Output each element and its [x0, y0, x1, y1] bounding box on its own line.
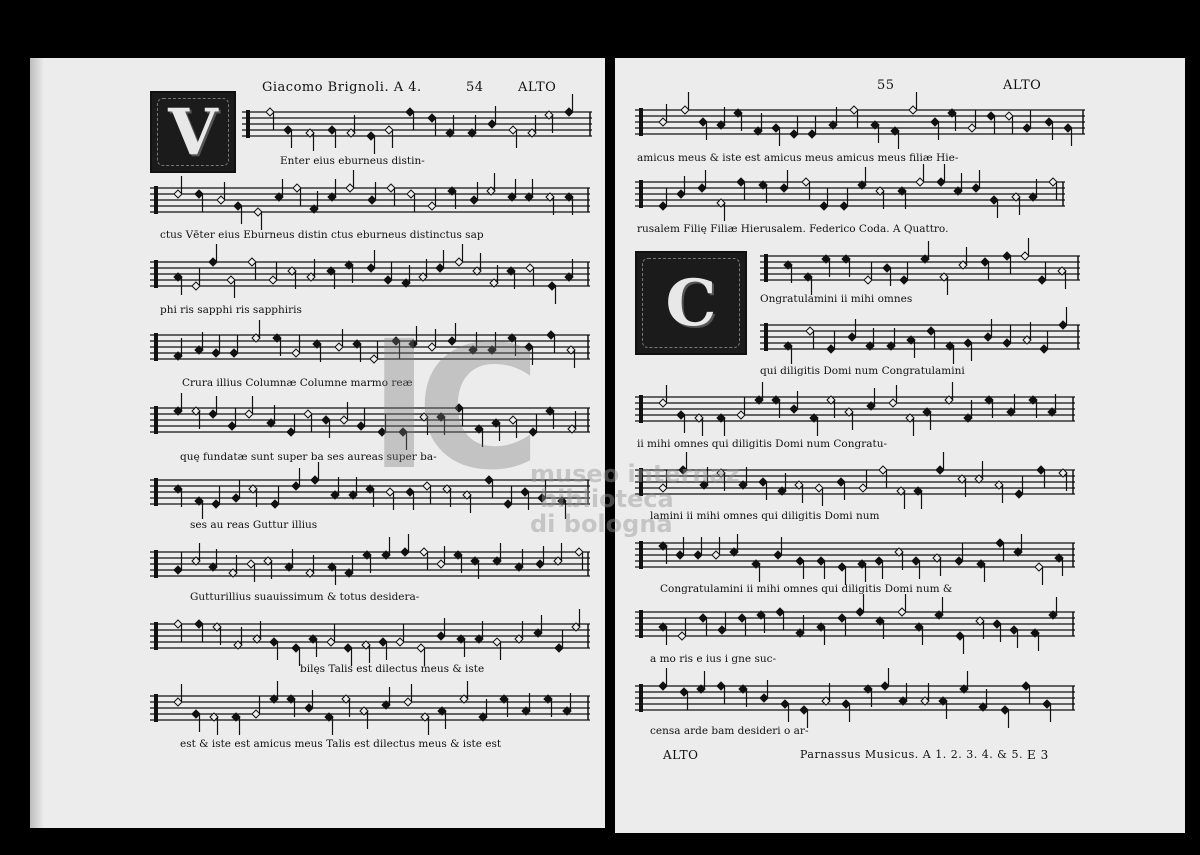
note-head — [677, 411, 685, 419]
note-head — [900, 276, 908, 284]
note-head — [964, 339, 972, 347]
note-head — [327, 638, 335, 646]
note-head — [293, 184, 301, 192]
note-head — [470, 196, 478, 204]
note-head — [776, 608, 784, 616]
note-head — [956, 632, 964, 640]
note-head — [898, 608, 906, 616]
note-head — [883, 264, 891, 272]
note-head — [972, 184, 980, 192]
note-head — [536, 560, 544, 568]
note-head — [174, 698, 182, 706]
note-head — [174, 620, 182, 628]
note-head — [1045, 118, 1053, 126]
music-staff — [150, 610, 590, 670]
note-head — [406, 488, 414, 496]
music-staff — [635, 529, 1075, 589]
note-head — [228, 422, 236, 430]
note-head — [248, 258, 256, 266]
note-head — [305, 704, 313, 712]
note-head — [344, 644, 352, 652]
footer-voice-label: ALTO — [663, 748, 699, 762]
lyric-line: Enter eius eburneus distin- — [280, 155, 425, 167]
note-head — [840, 202, 848, 210]
note-head — [737, 411, 745, 419]
note-head — [659, 399, 667, 407]
note-head — [392, 337, 400, 345]
note-head — [1015, 490, 1023, 498]
lyric-line: rusalem Filię Filiæ Hierusalem. Federico Coda. A Quattro. — [637, 223, 949, 235]
note-head — [346, 184, 354, 192]
note-head — [984, 333, 992, 341]
note-head — [311, 476, 319, 484]
note-head — [1043, 700, 1051, 708]
lyric-line: Congratulamini ii mihi omnes qui diligitis Domi num & — [660, 583, 953, 595]
note-head — [384, 276, 392, 284]
note-head — [504, 500, 512, 508]
note-head — [529, 428, 537, 436]
music-staff — [760, 242, 1080, 302]
note-head — [227, 276, 235, 284]
note-head — [407, 190, 415, 198]
music-staff — [150, 538, 590, 598]
note-head — [266, 108, 274, 116]
watermark-text: biblioteca — [540, 485, 674, 513]
note-head — [772, 124, 780, 132]
note-head — [848, 333, 856, 341]
note-head — [694, 551, 702, 559]
note-head — [174, 190, 182, 198]
note-head — [698, 184, 706, 192]
composer-header: Giacomo Brignoli. A 4. — [262, 80, 422, 95]
note-head — [284, 126, 292, 134]
note-head — [677, 190, 685, 198]
note-head — [936, 466, 944, 474]
page-number-right: 55 — [877, 78, 895, 93]
note-head — [790, 405, 798, 413]
note-head — [680, 688, 688, 696]
note-head — [488, 120, 496, 128]
lyric-line: quę fundatæ sunt super ba ses aureas super ba- — [180, 451, 437, 463]
note-head — [1001, 706, 1009, 714]
note-head — [1023, 124, 1031, 132]
note-head — [555, 644, 563, 652]
note-head — [879, 466, 887, 474]
note-head — [254, 208, 262, 216]
note-head — [1064, 124, 1072, 132]
note-head — [927, 327, 935, 335]
note-head — [864, 276, 872, 284]
note-head — [406, 108, 414, 116]
note-head — [493, 638, 501, 646]
note-head — [838, 563, 846, 571]
note-head — [396, 638, 404, 646]
note-head — [340, 416, 348, 424]
initial-letter: V — [168, 94, 218, 170]
note-head — [850, 106, 858, 114]
note-head — [379, 638, 387, 646]
note-head — [322, 416, 330, 424]
note-head — [681, 106, 689, 114]
music-staff — [150, 682, 590, 742]
note-head — [509, 416, 517, 424]
note-head — [875, 557, 883, 565]
note-head — [217, 196, 225, 204]
note-head — [428, 114, 436, 122]
note-head — [790, 130, 798, 138]
note-head — [548, 282, 556, 290]
note-head — [385, 126, 393, 134]
note-head — [760, 694, 768, 702]
lyric-line: est & iste est amicus meus Talis est dilectus meus & iste est — [180, 738, 502, 750]
note-head — [679, 466, 687, 474]
note-head — [485, 476, 493, 484]
note-head — [815, 484, 823, 492]
note-head — [436, 264, 444, 272]
note-head — [367, 132, 375, 140]
note-head — [881, 682, 889, 690]
music-staff — [150, 394, 590, 454]
note-head — [659, 118, 667, 126]
note-head — [245, 410, 253, 418]
note-head — [212, 500, 220, 508]
note-head — [678, 632, 686, 640]
note-head — [234, 202, 242, 210]
decorated-initial-v — [150, 91, 236, 173]
note-head — [270, 638, 278, 646]
footer-title: Parnassus Musicus. A 1. 2. 3. 4. & 5. — [800, 748, 1023, 761]
note-head — [856, 608, 864, 616]
note-head — [387, 184, 395, 192]
note-head — [990, 196, 998, 204]
note-head — [659, 484, 667, 492]
music-staff — [150, 174, 590, 234]
note-head — [820, 202, 828, 210]
music-staff — [150, 466, 590, 526]
note-head — [1003, 252, 1011, 260]
watermark-text: di bologna — [530, 510, 673, 538]
note-head — [699, 118, 707, 126]
music-staff — [150, 248, 590, 308]
note-head — [368, 196, 376, 204]
note-head — [796, 557, 804, 565]
note-head — [386, 488, 394, 496]
note-head — [521, 488, 529, 496]
music-staff — [635, 598, 1075, 658]
note-head — [993, 620, 1001, 628]
watermark-logo: lC — [370, 310, 530, 508]
note-head — [827, 345, 835, 353]
left-page — [30, 58, 605, 828]
note-head — [420, 548, 428, 556]
note-head — [292, 349, 300, 357]
note-head — [931, 118, 939, 126]
note-head — [428, 202, 436, 210]
note-head — [192, 710, 200, 718]
note-head — [842, 700, 850, 708]
note-head — [659, 202, 667, 210]
note-head — [192, 282, 200, 290]
note-head — [195, 620, 203, 628]
note-head — [859, 484, 867, 492]
note-head — [271, 500, 279, 508]
note-head — [659, 682, 667, 690]
note-head — [526, 264, 534, 272]
note-head — [448, 337, 456, 345]
note-head — [737, 178, 745, 186]
note-head — [437, 560, 445, 568]
music-staff — [150, 321, 590, 381]
note-head — [455, 404, 463, 412]
note-head — [1049, 178, 1057, 186]
note-head — [269, 276, 277, 284]
note-head — [676, 551, 684, 559]
note-head — [209, 258, 217, 266]
page-gutter-shadow — [30, 58, 44, 828]
note-head — [780, 184, 788, 192]
lyric-line: lamini ii mihi omnes qui diligitis Domi num — [650, 510, 880, 522]
lyric-line: ses au reas Guttur illius — [190, 519, 318, 531]
note-head — [328, 126, 336, 134]
right-page — [615, 58, 1185, 833]
lyric-line: ctus Vēter eius Eburneus distin ctus eburneus distinctus sap — [160, 229, 484, 241]
note-head — [838, 614, 846, 622]
page-number-left: 54 — [466, 80, 484, 95]
lyric-line: phi ris sapphi ris sapphiris — [160, 304, 302, 316]
note-head — [1038, 276, 1046, 284]
note-head — [1021, 252, 1029, 260]
lyric-line: amicus meus & iste est amicus meus amicus meus filiæ Hie- — [637, 152, 959, 164]
note-head — [404, 698, 412, 706]
note-head — [455, 258, 463, 266]
note-head — [423, 482, 431, 490]
note-head — [955, 557, 963, 565]
note-head — [292, 644, 300, 652]
note-head — [996, 539, 1004, 547]
note-head — [378, 428, 386, 436]
note-head — [800, 706, 808, 714]
note-head — [232, 494, 240, 502]
lyric-line: censa arde bam desideri o ar- — [650, 725, 809, 737]
note-head — [195, 190, 203, 198]
note-head — [1022, 682, 1030, 690]
note-head — [1005, 112, 1013, 120]
voice-label-right: ALTO — [1003, 78, 1042, 93]
note-head — [1040, 345, 1048, 353]
lyric-line: Crura illius Columnæ Columne marmo reæ — [182, 377, 413, 389]
lyric-line: Ongratulamini ii mihi omnes — [760, 293, 913, 305]
note-head — [538, 494, 546, 502]
note-head — [174, 566, 182, 574]
lyric-line: Gutturillius suauissimum & totus desidera- — [190, 591, 420, 603]
note-head — [287, 428, 295, 436]
note-head — [718, 626, 726, 634]
note-head — [1059, 321, 1067, 329]
note-head — [399, 428, 407, 436]
voice-label-left: ALTO — [518, 80, 557, 95]
note-head — [335, 343, 343, 351]
note-head — [1003, 339, 1011, 347]
note-head — [774, 551, 782, 559]
note-head — [937, 178, 945, 186]
initial-letter: C — [665, 265, 717, 341]
note-head — [212, 349, 220, 357]
note-head — [1035, 563, 1043, 571]
note-head — [509, 126, 517, 134]
note-head — [367, 264, 375, 272]
note-head — [717, 682, 725, 690]
note-head — [712, 551, 720, 559]
note-head — [1037, 466, 1045, 474]
note-head — [428, 343, 436, 351]
note-head — [968, 124, 976, 132]
note-head — [837, 478, 845, 486]
note-head — [916, 178, 924, 186]
lyric-line: bilęs Talis est dilectus meus & iste — [300, 663, 485, 675]
music-staff — [635, 672, 1075, 732]
lyric-line: qui diligitis Domi num Congratulamini — [760, 365, 965, 377]
music-staff — [242, 98, 592, 158]
signature-mark: E 3 — [1027, 748, 1049, 762]
note-head — [252, 710, 260, 718]
note-head — [292, 482, 300, 490]
note-head — [575, 548, 583, 556]
note-head — [209, 410, 217, 418]
music-staff — [760, 311, 1080, 371]
note-head — [987, 112, 995, 120]
note-head — [889, 399, 897, 407]
music-staff — [635, 383, 1075, 443]
note-head — [1010, 626, 1018, 634]
note-head — [304, 410, 312, 418]
music-staff — [635, 168, 1065, 228]
lyric-line: a mo ris e ius i gne suc- — [650, 653, 777, 665]
note-head — [912, 557, 920, 565]
note-head — [437, 632, 445, 640]
note-head — [525, 343, 533, 351]
music-staff — [635, 96, 1085, 156]
note-head — [370, 355, 378, 363]
note-head — [808, 130, 816, 138]
watermark-text: museo internaz — [530, 460, 740, 488]
note-head — [909, 106, 917, 114]
note-head — [738, 614, 746, 622]
note-head — [802, 178, 810, 186]
note-head — [230, 349, 238, 357]
note-head — [565, 108, 573, 116]
note-head — [817, 557, 825, 565]
note-head — [781, 700, 789, 708]
note-head — [401, 548, 409, 556]
note-head — [759, 478, 767, 486]
note-head — [547, 331, 555, 339]
note-head — [417, 644, 425, 652]
note-head — [357, 422, 365, 430]
note-head — [247, 560, 255, 568]
lyric-line: ii mihi omnes qui diligitis Domi num Congratu- — [637, 438, 888, 450]
decorated-initial-c — [635, 251, 747, 355]
music-staff — [635, 456, 1075, 516]
note-head — [806, 327, 814, 335]
note-head — [699, 614, 707, 622]
note-head — [981, 258, 989, 266]
